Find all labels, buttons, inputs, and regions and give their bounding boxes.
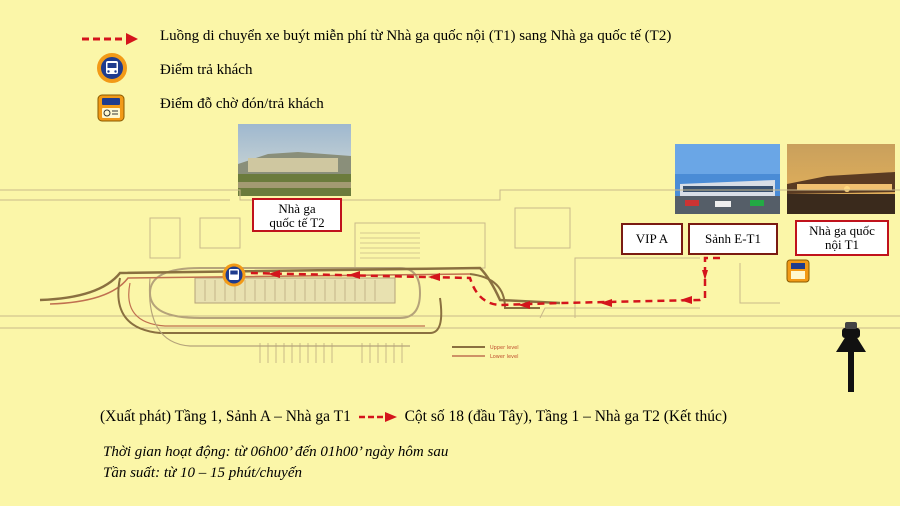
t1-label-line1: Nhà ga quốc (809, 223, 875, 238)
map-bus-stop-icon (224, 265, 244, 285)
t1-terminal-label (795, 220, 889, 256)
route-description (100, 408, 727, 426)
vip-a-label (621, 223, 683, 255)
route-end-text: Cột số 18 (đầu Tây), Tầng 1 – Nhà ga T2 (Kết thúc) (404, 408, 728, 425)
operating-hours: Thời gian hoạt động: từ 06h00’ đến 01h00’ ngày hôm sau (103, 444, 449, 460)
apron-outlines (0, 190, 900, 328)
t1-label-line2: nội T1 (824, 237, 860, 252)
bus-stop-icon (97, 53, 127, 83)
control-tower-icon (836, 322, 866, 392)
lower-level-label: Lower level (490, 354, 519, 360)
upper-level-label: Upper level (490, 345, 519, 351)
dashed-arrow-icon (80, 32, 140, 46)
route-dashed-arrow-icon (357, 411, 399, 423)
sanh-e-t1-label (688, 223, 778, 255)
legend-waiting-text: Điểm đỗ chờ đón/trả khách (160, 96, 324, 112)
airport-map (0, 118, 900, 408)
parking-lots (360, 233, 420, 258)
vip-a-text: VIP A (635, 231, 669, 246)
route-start-text: (Xuất phát) Tầng 1, Sảnh A – Nhà ga T1 (100, 408, 351, 425)
map-level-legend (452, 345, 519, 360)
bus-frequency: Tần suất: từ 10 – 15 phút/chuyến (103, 465, 302, 481)
t2-label-line1: Nhà ga (278, 201, 316, 216)
t2-terminal-label (252, 198, 342, 232)
sanh-e-text: Sảnh E-T1 (705, 231, 761, 246)
legend-dropoff-text: Điểm trả khách (160, 62, 253, 78)
map-bus-waiting-icon (787, 260, 809, 282)
legend-route-text: Luồng di chuyển xe buýt miễn phí từ Nhà ga quốc nội (T1) sang Nhà ga quốc tế (T2) (160, 28, 672, 44)
t2-label-line2: quốc tế T2 (269, 215, 325, 230)
